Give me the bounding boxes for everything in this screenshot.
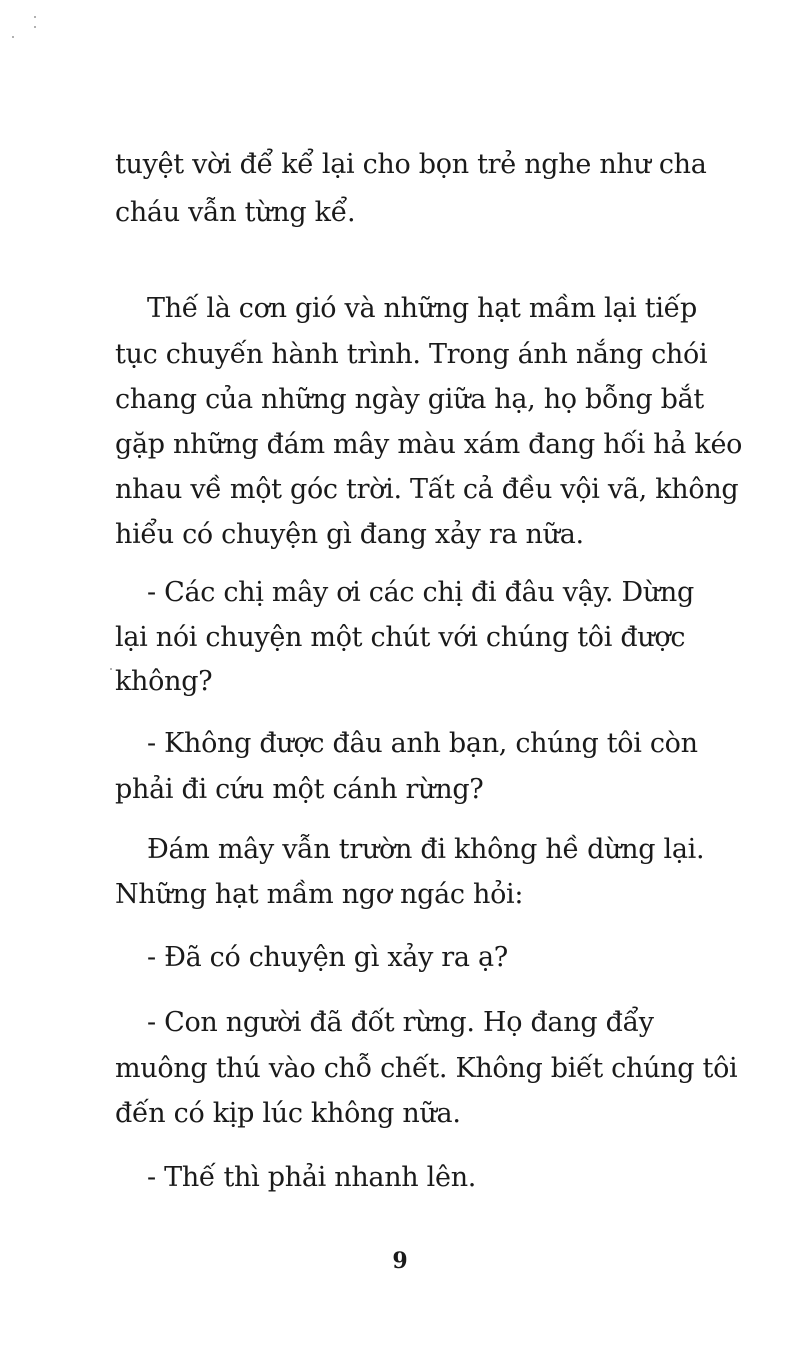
paragraph-1-line-2: cháu vẫn từng kể. xyxy=(115,197,356,228)
paragraph-2-line-6: hiểu có chuyện gì đang xảy ra nữa. xyxy=(115,519,584,550)
paragraph-2-line-1: Thế là cơn gió và những hạt mầm lại tiếp xyxy=(147,293,697,324)
paragraph-8-line-1: - Thế thì phải nhanh lên. xyxy=(147,1162,477,1193)
scan-speck xyxy=(34,26,36,28)
paragraph-7-line-3: đến có kịp lúc không nữa. xyxy=(115,1098,461,1129)
scan-speck xyxy=(34,16,36,18)
paragraph-4-line-2: phải đi cứu một cánh rừng? xyxy=(115,774,484,805)
paragraph-3-line-2: lại nói chuyện một chút với chúng tôi được xyxy=(115,622,686,653)
paragraph-5-line-1: Đám mây vẫn trườn đi không hề dừng lại. xyxy=(147,834,705,865)
paragraph-4-line-1: - Không được đâu anh bạn, chúng tôi còn xyxy=(147,728,698,759)
page-number: 9 xyxy=(392,1248,408,1274)
scan-speck xyxy=(110,668,112,670)
scan-speck xyxy=(12,36,14,38)
paragraph-7-line-2: muông thú vào chỗ chết. Không biết chúng tôi xyxy=(115,1053,738,1084)
paragraph-1-line-1: tuyệt vời để kể lại cho bọn trẻ nghe như cha xyxy=(115,149,707,180)
paragraph-3-line-3: không? xyxy=(115,666,213,697)
paragraph-2-line-4: gặp những đám mây màu xám đang hối hả kéo xyxy=(115,429,743,460)
paragraph-2-line-2: tục chuyến hành trình. Trong ánh nắng chói xyxy=(115,339,708,370)
paragraph-5-line-2: Những hạt mầm ngơ ngác hỏi: xyxy=(115,879,524,910)
paragraph-3-line-1: - Các chị mây ơi các chị đi đâu vậy. Dừng xyxy=(147,577,695,608)
paragraph-6-line-1: - Đã có chuyện gì xảy ra ạ? xyxy=(147,942,508,973)
paragraph-2-line-3: chang của những ngày giữa hạ, họ bỗng bắt xyxy=(115,384,704,415)
paragraph-7-line-1: - Con người đã đốt rừng. Họ đang đẩy xyxy=(147,1007,654,1038)
paragraph-2-line-5: nhau về một góc trời. Tất cả đều vội vã, không xyxy=(115,474,739,505)
